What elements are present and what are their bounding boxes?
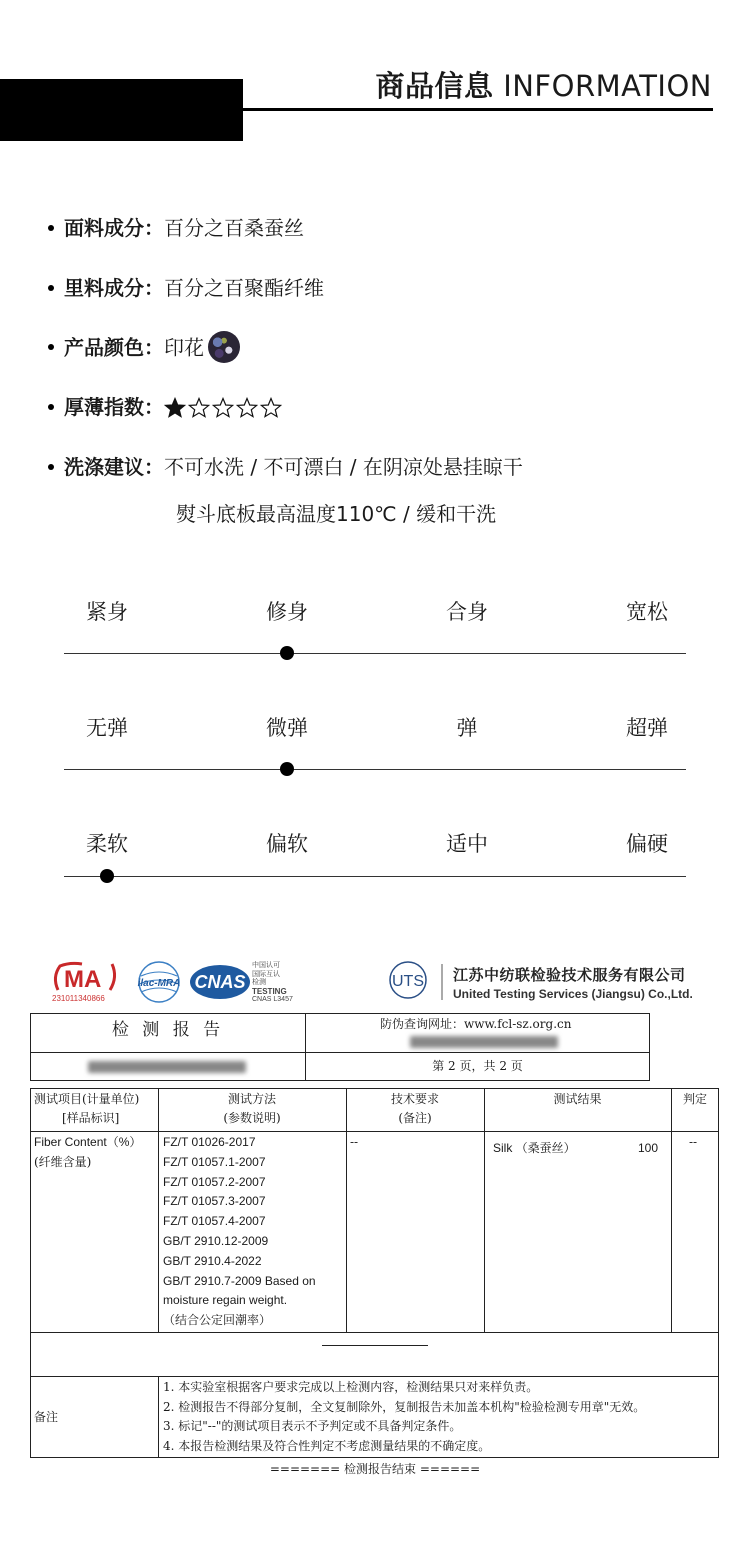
header-black-bar bbox=[0, 79, 243, 141]
remarks-label: 备注 bbox=[34, 1410, 59, 1424]
scale-label: 合身 bbox=[446, 600, 488, 624]
verify-url: 防伪查询网址：www.fcl-sz.org.cn bbox=[380, 1017, 572, 1031]
uts-logo-icon bbox=[386, 960, 446, 1004]
header-method: 测试方法 bbox=[227, 1092, 276, 1106]
scale-label: 适中 bbox=[446, 832, 488, 856]
header-requirement-sub: (备注) bbox=[398, 1111, 432, 1125]
method-line: FZ/T 01057.4-2007 bbox=[163, 1214, 266, 1229]
scale-label: 修身 bbox=[266, 600, 308, 624]
bullet-icon bbox=[48, 285, 54, 291]
remark-line: 4. 本报告检测结果及符合性判定不考虑测量结果的不确定度。 bbox=[163, 1438, 491, 1453]
redacted-code bbox=[410, 1036, 558, 1048]
scale-label: 宽松 bbox=[626, 600, 668, 624]
info-label: 洗涤建议： bbox=[64, 455, 164, 479]
row-item: Fiber Content（%） bbox=[34, 1135, 142, 1149]
info-row-thickness bbox=[48, 393, 284, 423]
row-judge: -- bbox=[689, 1135, 698, 1149]
ma-text: MA bbox=[64, 966, 102, 993]
scale-label: 柔软 bbox=[86, 832, 128, 856]
cnas-caption-line: 检测 bbox=[252, 979, 266, 986]
info-value: 不可水洗 / 不可漂白 / 在阴凉处悬挂晾干 bbox=[164, 455, 523, 479]
empty-row-line bbox=[322, 1345, 428, 1346]
print-color-swatch bbox=[208, 331, 240, 363]
scale-label: 紧身 bbox=[86, 600, 128, 624]
method-line: moisture regain weight. bbox=[163, 1293, 288, 1308]
method-line: FZ/T 01057.3-2007 bbox=[163, 1194, 266, 1209]
star-filled-icon bbox=[164, 397, 186, 419]
col-divider bbox=[158, 1376, 159, 1458]
header-item: 测试项目(计量单位) bbox=[34, 1092, 140, 1106]
method-line: FZ/T 01057.2-2007 bbox=[163, 1174, 266, 1189]
remark-line: 2. 检测报告不得部分复制，全文复制除外，复制报告未加盖本机构"检验检测专用章"无效。 bbox=[163, 1399, 646, 1414]
scale-marker bbox=[280, 762, 294, 776]
cma-number: 231011340866 bbox=[52, 994, 105, 1003]
method-line: FZ/T 01026-2017 bbox=[163, 1135, 256, 1149]
redacted-report-no bbox=[88, 1061, 246, 1073]
method-line: GB/T 2910.4-2022 bbox=[163, 1253, 262, 1268]
table-empty-row bbox=[30, 1332, 719, 1377]
scale-label: 偏软 bbox=[266, 832, 308, 856]
cnas-caption-line: CNAS L3457 bbox=[252, 996, 293, 1003]
section-title bbox=[375, 64, 712, 105]
scale-track bbox=[64, 653, 686, 654]
header-item-sub: [样品标识] bbox=[62, 1111, 120, 1125]
header-result: 测试结果 bbox=[553, 1092, 602, 1106]
info-value: 百分之百桑蚕丝 bbox=[164, 216, 304, 240]
method-line: GB/T 2910.7-2009 Based on bbox=[163, 1273, 316, 1288]
col-divider bbox=[671, 1088, 672, 1333]
scale-track bbox=[64, 876, 686, 877]
cnas-caption-line: 国际互认 bbox=[252, 970, 280, 978]
info-row-lining bbox=[48, 274, 324, 302]
scale-marker bbox=[100, 869, 114, 883]
star-empty-icon bbox=[188, 397, 210, 419]
info-row-fabric bbox=[48, 214, 304, 242]
header-requirement: 技术要求 bbox=[390, 1092, 439, 1106]
star-empty-icon bbox=[212, 397, 234, 419]
cma-logo-icon bbox=[50, 960, 120, 994]
info-label: 厚薄指数： bbox=[64, 395, 164, 419]
cnas-logo-icon bbox=[188, 960, 252, 1004]
cnas-caption-line: TESTING bbox=[252, 986, 287, 996]
header-underline bbox=[243, 108, 713, 111]
scale-track bbox=[64, 769, 686, 770]
table-row bbox=[30, 1131, 719, 1333]
report-title: 检 测 报 告 bbox=[111, 1020, 225, 1040]
method-line: FZ/T 01057.1-2007 bbox=[163, 1154, 266, 1169]
header-method-sub: (参数说明) bbox=[223, 1111, 281, 1125]
thickness-stars bbox=[164, 393, 284, 421]
bullet-icon bbox=[48, 464, 54, 470]
info-label: 产品颜色： bbox=[64, 335, 164, 360]
info-row-color bbox=[48, 333, 240, 365]
row-result-value: 100 bbox=[638, 1141, 659, 1155]
uts-text: UTS bbox=[392, 973, 424, 990]
scale-label: 偏硬 bbox=[626, 832, 668, 856]
washing-line-2: 熨斗底板最高温度110℃ / 缓和干洗 bbox=[176, 502, 497, 526]
row-item-sub: (纤维含量) bbox=[34, 1155, 92, 1169]
company-name-cn: 江苏中纺联检验技术服务有限公司 bbox=[453, 966, 686, 984]
method-line: （结合公定回潮率） bbox=[163, 1313, 272, 1328]
star-empty-icon bbox=[260, 397, 282, 419]
section-title-cn: 商品信息 bbox=[375, 69, 494, 103]
star-empty-icon bbox=[236, 397, 258, 419]
cnas-caption-line: 中国认可 bbox=[252, 962, 280, 969]
scale-marker bbox=[280, 646, 294, 660]
page-info: 第 2 页，共 2 页 bbox=[432, 1059, 523, 1073]
info-label: 面料成分： bbox=[64, 216, 164, 240]
info-row-washing bbox=[48, 453, 523, 481]
info-value: 印花 bbox=[164, 335, 204, 360]
bullet-icon bbox=[48, 225, 54, 231]
ilac-mra-logo-icon bbox=[133, 960, 185, 1004]
row-requirement: -- bbox=[350, 1135, 359, 1149]
company-name-en: United Testing Services (Jiangsu) Co.,Ltd. bbox=[453, 987, 693, 1001]
scale-label: 弹 bbox=[456, 716, 478, 740]
remark-line: 3. 标记"--"的测试项目表示不予判定或不具备判定条件。 bbox=[163, 1419, 462, 1433]
section-title-en: INFORMATION bbox=[503, 69, 712, 103]
row-result-name: Silk （桑蚕丝） bbox=[493, 1141, 576, 1155]
scale-label: 无弹 bbox=[86, 716, 128, 740]
scale-label: 微弹 bbox=[266, 716, 308, 740]
report-end: ======= 检测报告结束 ====== bbox=[269, 1462, 481, 1476]
remark-line: 1. 本实验室根据客户要求完成以上检测内容，检测结果只对来样负责。 bbox=[163, 1380, 539, 1394]
info-value: 百分之百聚酯纤维 bbox=[164, 276, 324, 300]
cnas-text: CNAS bbox=[194, 972, 246, 992]
method-line: GB/T 2910.12-2009 bbox=[163, 1234, 269, 1248]
cnas-caption bbox=[252, 962, 293, 1005]
ilac-text: ilac-MRA bbox=[137, 978, 181, 989]
info-label: 里料成分： bbox=[64, 276, 164, 300]
bullet-icon bbox=[48, 344, 54, 350]
header-judge: 判定 bbox=[682, 1092, 707, 1106]
bullet-icon bbox=[48, 404, 54, 410]
col-divider bbox=[484, 1088, 485, 1333]
scale-label: 超弹 bbox=[626, 716, 668, 740]
